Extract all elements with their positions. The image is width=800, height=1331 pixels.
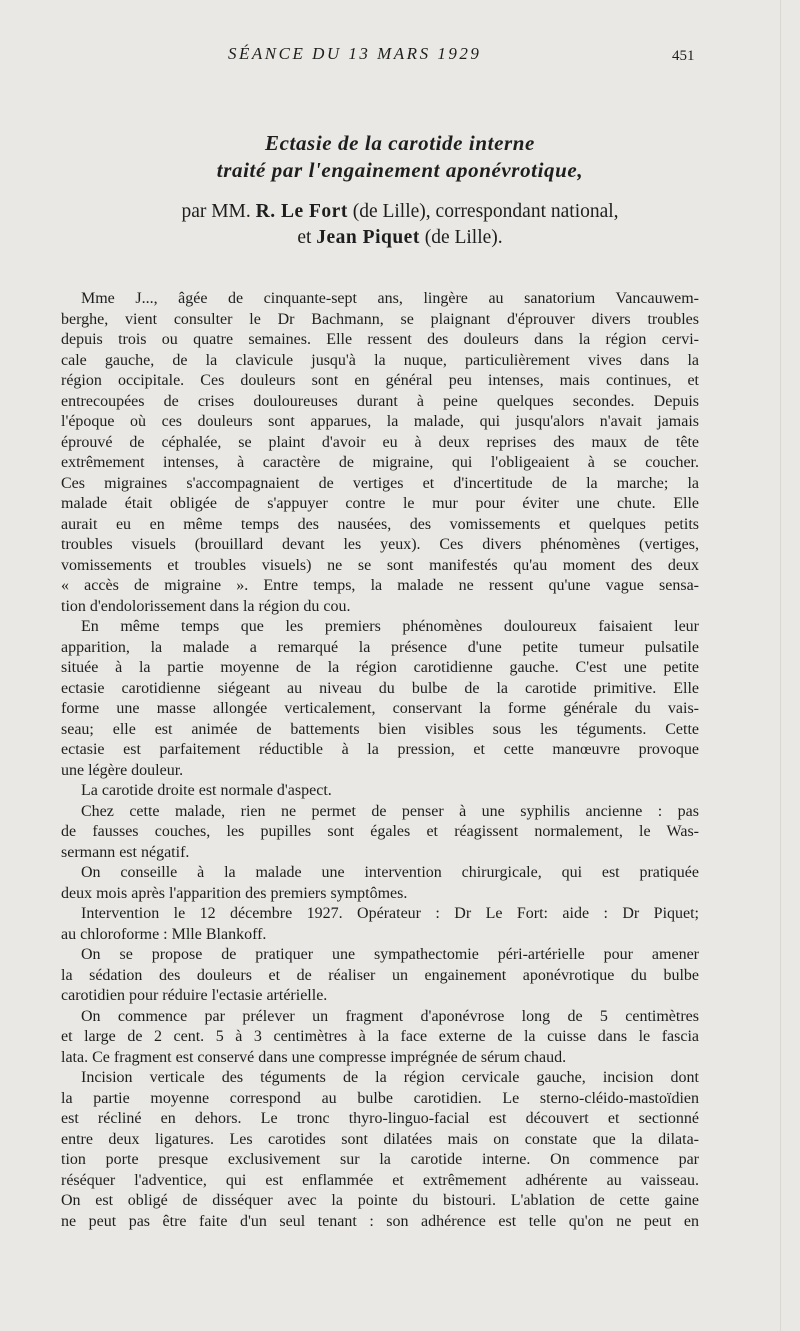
body-line: carotidien pour réduire l'ectasie artérielle. <box>61 987 328 1004</box>
body-line: Mme J..., âgée de cinquante-sept ans, lingère au sanatorium Vancauwem- <box>81 290 699 307</box>
body-line: ectasie carotidienne siégeant au niveau du bulbe de la carotide primitive. Elle <box>61 679 699 697</box>
article-title <box>0 130 800 184</box>
body-line: située à la partie moyenne de la région carotidienne gauche. C'est une petite <box>61 659 699 676</box>
body-line: lata. Ce fragment est conservé dans une compresse imprégnée de sérum chaud. <box>61 1048 567 1066</box>
byline <box>0 199 800 251</box>
byline-affiliation: (de Lille), correspondant national, <box>347 201 619 222</box>
body-line: Ces migraines s'accompagnaient de vertiges et d'incertitude de la marche; la <box>61 474 699 492</box>
body-line: Intervention le 12 décembre 1927. Opérateur : Dr Le Fort: aide : Dr Piquet; <box>81 905 699 922</box>
article-body <box>61 289 699 1232</box>
body-line: réséquer l'adventice, qui est enflammée et extrêmement adhérente au vaisseau. <box>61 1171 699 1189</box>
page-number: 451 <box>672 48 695 64</box>
body-line: une légère douleur. <box>61 761 184 779</box>
body-line: apparition, la malade a remarqué la présence d'une petite tumeur pulsatile <box>61 638 699 656</box>
body-line: « accès de migraine ». Entre temps, la malade ne ressent qu'une vague sensa- <box>61 577 699 594</box>
body-line: troubles visuels (brouillard devant les yeux). Ces divers phénomènes (vertiges, <box>61 536 699 553</box>
body-line: ne peut pas être faite d'un seul tenant : son adhérence est telle qu'on ne peut en <box>61 1212 699 1230</box>
body-line: éprouvé de céphalée, se plaint d'avoir eu à deux reprises des maux de tête <box>61 433 699 451</box>
body-line: depuis trois ou quatre semaines. Elle ressent des douleurs dans la région cervi- <box>61 331 699 348</box>
body-line: On conseille à la malade une intervention chirurgicale, qui est pratiquée <box>81 864 699 881</box>
body-line: Chez cette malade, rien ne permet de penser à une syphilis ancienne : pas <box>81 802 699 820</box>
running-header <box>0 44 800 68</box>
body-line: extrêmement intenses, à caractère de migraine, qui l'obligeaient à se coucher. <box>61 454 699 471</box>
body-line: entre deux ligatures. Les carotides sont dilatées mais on constate que la dilata- <box>61 1130 699 1148</box>
body-line: Incision verticale des téguments de la région cervicale gauche, incision dont <box>81 1069 699 1086</box>
title-line-1: Ectasie de la carotide interne <box>265 131 535 155</box>
body-line: entrecoupées de crises douloureuses durant à peine quelques secondes. Depuis <box>61 392 699 410</box>
body-line: seau; elle est animée de battements bien visibles sous les téguments. Cette <box>61 720 699 738</box>
author-name: R. Le Fort <box>255 201 348 222</box>
body-line: ectasie est parfaitement réductible à la pression, et cette manœuvre provoque <box>61 741 699 758</box>
byline-prefix: par MM. <box>181 201 256 222</box>
body-line: deux mois après l'apparition des premiers symptômes. <box>61 884 408 902</box>
body-line: La carotide droite est normale d'aspect. <box>81 782 332 799</box>
author-name: Jean Piquet <box>316 227 420 248</box>
body-line: En même temps que les premiers phénomènes douloureux faisaient leur <box>81 618 699 635</box>
body-line: cale gauche, de la clavicule jusqu'à la nuque, particulièrement vives dans la <box>61 351 699 369</box>
byline-line-1 <box>0 199 800 225</box>
body-line: sermann est négatif. <box>61 843 190 861</box>
body-line: On se propose de pratiquer une sympathectomie péri-artérielle pour amener <box>81 946 699 963</box>
body-line: aurait eu en même temps des nausées, des vomissements et quelques petits <box>61 515 699 533</box>
body-line: berghe, vient consulter le Dr Bachmann, se plaignant d'éprouver divers troubles <box>61 310 699 328</box>
body-line: la partie moyenne correspond au bulbe carotidien. Le sterno-cléido-mastoïdien <box>61 1089 699 1107</box>
body-line: de fausses couches, les pupilles sont égales et réagissent normalement, le Was- <box>61 823 699 840</box>
byline-line-2 <box>0 225 800 251</box>
body-line: est récliné en dehors. Le tronc thyro-linguo-facial est découvert et sectionné <box>61 1110 699 1127</box>
body-line: au chloroforme : Mlle Blankoff. <box>61 925 267 943</box>
byline-affiliation: (de Lille). <box>419 227 503 248</box>
body-line: On est obligé de disséquer avec la pointe du bistouri. L'ablation de cette gaine <box>61 1192 699 1209</box>
body-line: la sédation des douleurs et de réaliser un engainement aponévrotique du bulbe <box>61 966 699 984</box>
byline-conjunction: et <box>297 227 317 248</box>
body-line: On commence par prélever un fragment d'aponévrose long de 5 centimètres <box>81 1007 699 1025</box>
running-title: SÉANCE DU 13 MARS 1929 <box>228 44 482 63</box>
title-line-2: traité par l'engainement aponévrotique, <box>216 158 584 182</box>
body-line: vomissements et troubles visuels) ne se sont manifestés qu'au moment des deux <box>61 556 699 574</box>
body-line: et large de 2 cent. 5 à 3 centimètres à la face externe de la cuisse dans le fascia <box>61 1028 699 1045</box>
body-line: l'époque où ces douleurs sont apparues, la malade, qui jusqu'alors n'avait jamais <box>61 413 699 430</box>
body-line: tion d'endolorissement dans la région du cou. <box>61 597 351 615</box>
body-line: région occipitale. Ces douleurs sont en général peu intenses, mais continues, et <box>61 372 699 389</box>
body-line: tion porte presque exclusivement sur la carotide interne. On commence par <box>61 1151 699 1168</box>
body-line: malade était obligée de s'appuyer contre le mur pour éviter une chute. Elle <box>61 495 699 512</box>
body-line: forme une masse allongée verticalement, conservant la forme générale du vais- <box>61 700 699 717</box>
